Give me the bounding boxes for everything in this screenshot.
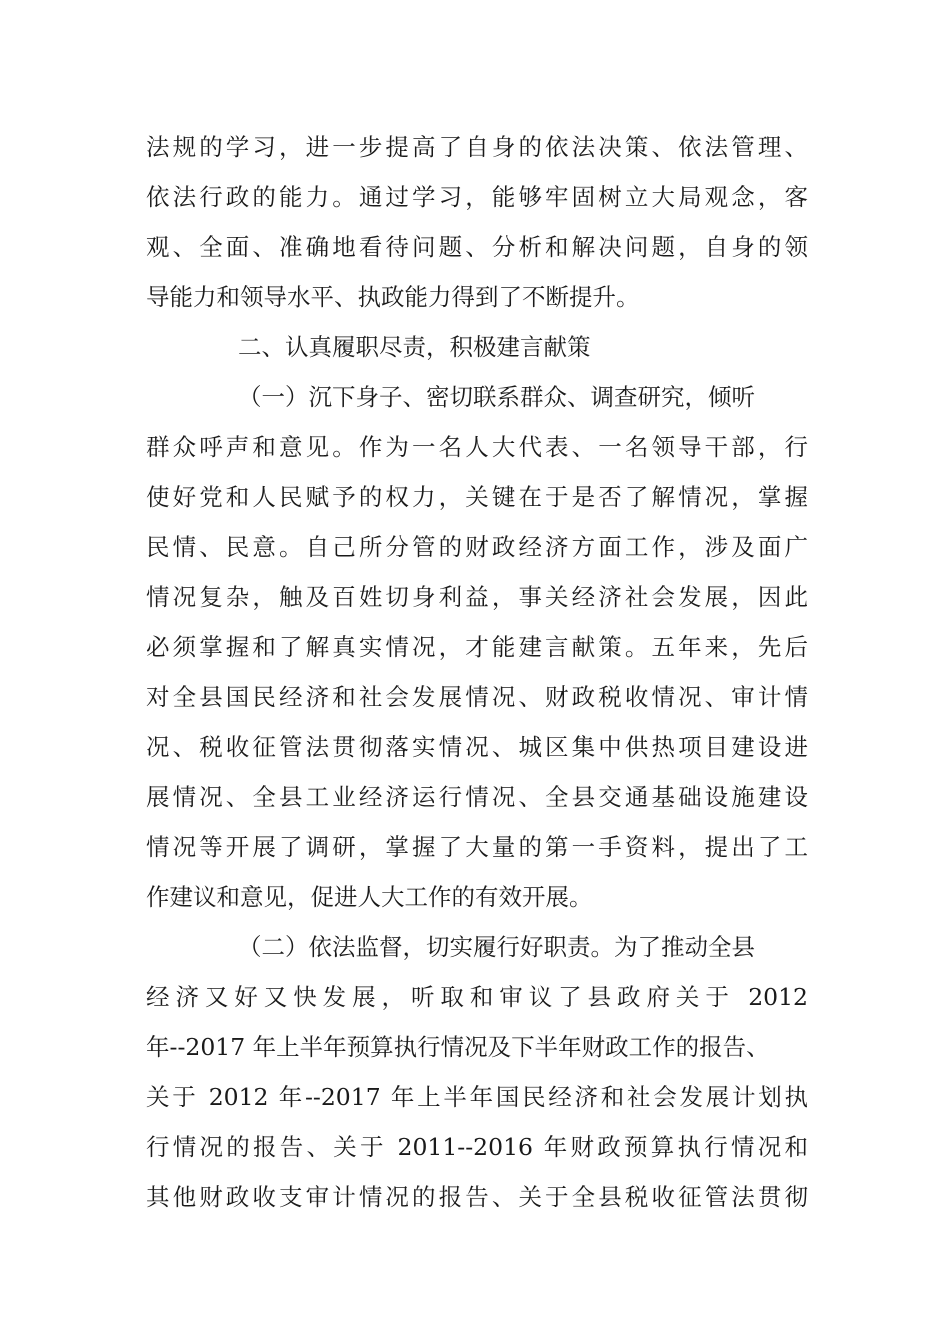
paragraph-line: 其他财政收支审计情况的报告、关于全县税收征管法贯彻 bbox=[146, 1183, 808, 1211]
paragraph-line: 群众呼声和意见。作为一名人大代表、一名领导干部，行 bbox=[146, 433, 808, 461]
paragraph-line: 使好党和人民赋予的权力，关键在于是否了解情况，掌握 bbox=[146, 483, 808, 511]
subsection-heading-2: （二）依法监督，切实履行好职责。为了推动全县 bbox=[238, 933, 755, 961]
paragraph-line: 必须掌握和了解真实情况，才能建言献策。五年来，先后 bbox=[146, 633, 808, 661]
paragraph-line: 情况复杂，触及百姓切身利益，事关经济社会发展，因此 bbox=[146, 583, 808, 611]
paragraph-line: 况、税收征管法贯彻落实情况、城区集中供热项目建设进 bbox=[146, 733, 808, 761]
paragraph-line: 民情、民意。自己所分管的财政经济方面工作，涉及面广 bbox=[146, 533, 808, 561]
paragraph-line: 导能力和领导水平、执政能力得到了不断提升。 bbox=[146, 283, 640, 311]
paragraph-line: 年--2017 年上半年预算执行情况及下半年财政工作的报告、 bbox=[146, 1033, 770, 1061]
paragraph-line: 对全县国民经济和社会发展情况、财政税收情况、审计情 bbox=[146, 683, 808, 711]
section-heading: 二、认真履职尽责，积极建言献策 bbox=[238, 333, 591, 361]
paragraph-line: 展情况、全县工业经济运行情况、全县交通基础设施建设 bbox=[146, 783, 808, 811]
paragraph-line: 情况等开展了调研，掌握了大量的第一手资料，提出了工 bbox=[146, 833, 808, 861]
paragraph-line: 依法行政的能力。通过学习，能够牢固树立大局观念，客 bbox=[146, 183, 808, 211]
paragraph-line: 经济又好又快发展，听取和审议了县政府关于 2012 bbox=[146, 983, 808, 1011]
paragraph-line: 观、全面、准确地看待问题、分析和解决问题，自身的领 bbox=[146, 233, 808, 261]
subsection-heading-1: （一）沉下身子、密切联系群众、调查研究，倾听 bbox=[238, 383, 755, 411]
paragraph-line: 作建议和意见，促进人大工作的有效开展。 bbox=[146, 883, 593, 911]
paragraph-line: 行情况的报告、关于 2011--2016 年财政预算执行情况和 bbox=[146, 1133, 808, 1161]
paragraph-line: 法规的学习，进一步提高了自身的依法决策、依法管理、 bbox=[146, 133, 808, 161]
paragraph-line: 关于 2012 年--2017 年上半年国民经济和社会发展计划执 bbox=[146, 1083, 808, 1111]
